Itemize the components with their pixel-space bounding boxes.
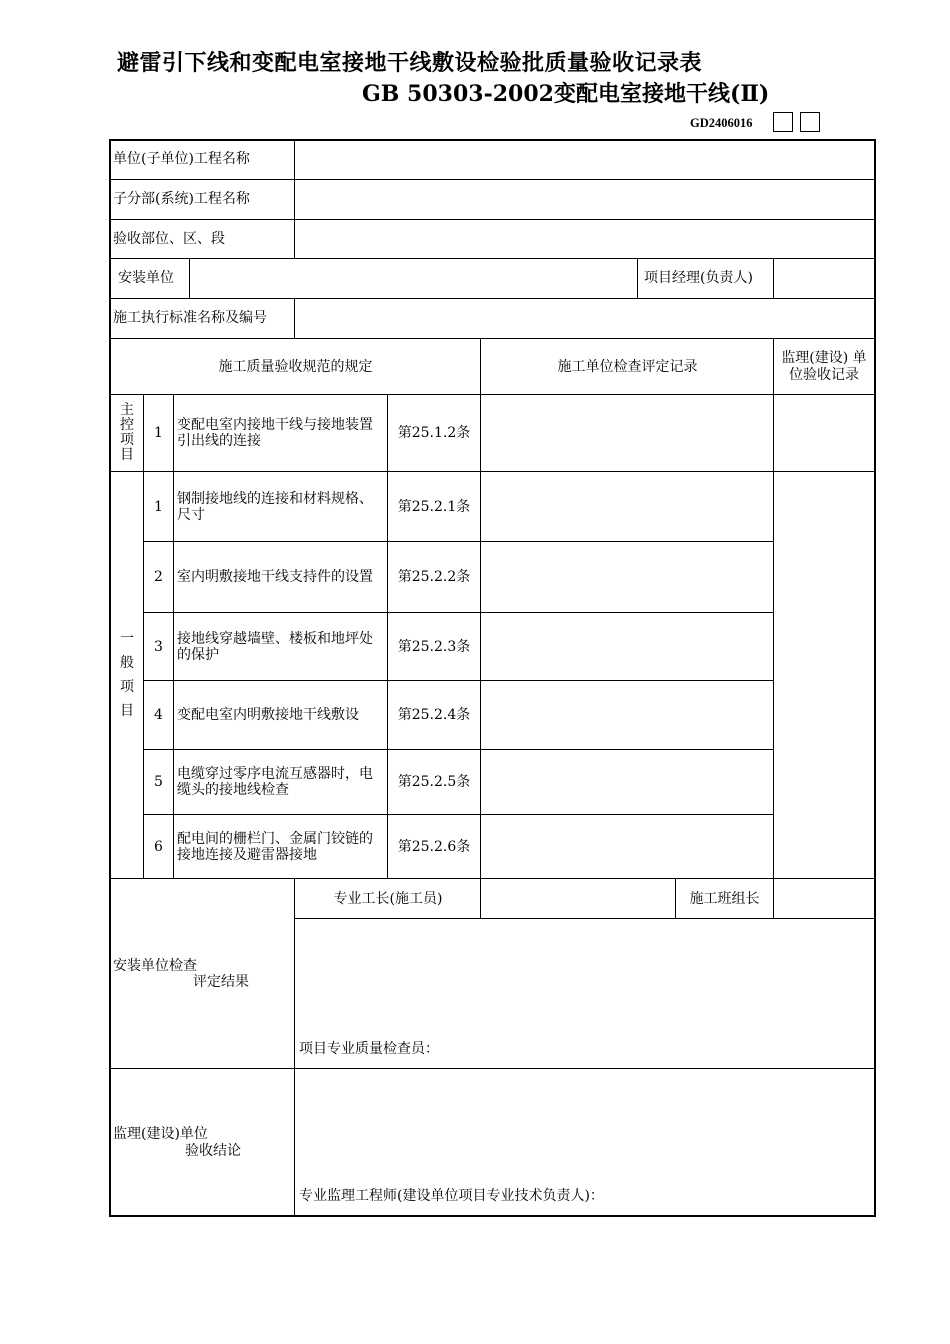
spec-column-header: 施工质量验收规范的规定: [218, 358, 373, 375]
inspection-part-field[interactable]: [296, 221, 873, 257]
team-leader-field[interactable]: [775, 880, 873, 918]
general-item-desc: 钢制接地线的连接和材料规格、尺寸: [177, 491, 373, 523]
form-code: GD2406016: [690, 116, 753, 130]
general-item-no: 5: [154, 774, 163, 790]
standard-label: 施工执行标准名称及编号: [113, 310, 267, 326]
install-unit-field[interactable]: [191, 260, 636, 297]
main-control-label: 主控项目: [120, 402, 134, 463]
supervision-conclusion-label-2: 验收结论: [185, 1143, 241, 1159]
general-item-desc: 室内明敷接地干线支持件的设置: [177, 569, 373, 585]
main-item-no: 1: [154, 425, 163, 441]
install-check-result-field[interactable]: [296, 920, 873, 1036]
general-item-record[interactable]: [482, 750, 772, 814]
project-manager-field[interactable]: [775, 260, 873, 297]
general-item-clause: 第25.2.2条: [397, 569, 471, 585]
quality-inspector-label: 项目专业质量检查员：: [299, 1041, 439, 1057]
general-item-record[interactable]: [482, 473, 772, 541]
general-item-desc: 配电间的栅栏门、金属门铰链的接地连接及避雷器接地: [177, 830, 373, 863]
general-item-desc: 变配电室内明敷接地干线敷设: [177, 707, 359, 723]
general-supervision-field[interactable]: [775, 473, 873, 878]
general-item-record[interactable]: [482, 815, 772, 878]
unit-project-label: 单位(子单位)工程名称: [113, 151, 250, 167]
general-item-no: 1: [154, 499, 163, 515]
foreman-label: 专业工长(施工员): [333, 891, 443, 907]
unit-project-field[interactable]: [296, 141, 873, 178]
general-item-clause: 第25.2.6条: [397, 838, 471, 855]
inspection-part-label: 验收部位、区、段: [113, 231, 225, 247]
general-label: 一般项目: [120, 631, 134, 719]
main-item-clause: 第25.1.2条: [397, 425, 471, 441]
team-leader-label: 施工班组长: [689, 891, 760, 907]
foreman-field[interactable]: [482, 880, 674, 918]
general-item-record[interactable]: [482, 613, 772, 680]
general-item-record[interactable]: [482, 542, 772, 612]
form-subtitle: GB 50303-2002变配电室接地干线(Ⅱ): [362, 81, 770, 107]
main-item-record[interactable]: [482, 396, 772, 470]
form-title: 避雷引下线和变配电室接地干线敷设检验批质量验收记录表: [117, 51, 703, 76]
general-item-no: 3: [154, 638, 163, 655]
construction-record-header: 施工单位检查评定记录: [557, 358, 698, 375]
standard-field[interactable]: [296, 300, 873, 337]
supervision-conclusion-label: 监理(建设)单位: [113, 1126, 208, 1142]
general-item-no: 4: [154, 707, 163, 723]
supervision-engineer-label: 专业监理工程师(建设单位项目专业技术负责人)：: [299, 1188, 604, 1204]
general-item-clause: 第25.2.1条: [397, 499, 471, 515]
general-item-no: 2: [154, 569, 163, 585]
install-unit-label: 安装单位: [118, 270, 174, 286]
supervision-record-header: 监理(建设) 单位验收记录: [781, 349, 867, 383]
main-item-desc: 变配电室内接地干线与接地装置引出线的连接: [177, 417, 373, 449]
sub-project-field[interactable]: [296, 181, 873, 218]
sub-project-label: 子分部(系统)工程名称: [113, 191, 250, 207]
supervision-conclusion-field[interactable]: [296, 1070, 873, 1180]
general-item-clause: 第25.2.4条: [397, 707, 471, 723]
install-check-label-2: 评定结果: [193, 974, 249, 990]
main-item-supervision[interactable]: [775, 396, 873, 470]
general-item-record[interactable]: [482, 681, 772, 749]
general-item-clause: 第25.2.3条: [397, 638, 471, 655]
general-item-desc: 接地线穿越墙壁、楼板和地坪处的保护: [177, 630, 373, 663]
general-item-desc: 电缆穿过零序电流互感器时，电缆头的接地线检查: [177, 766, 373, 798]
install-check-label: 安装单位检查: [113, 958, 197, 974]
general-item-clause: 第25.2.5条: [397, 774, 471, 790]
general-item-no: 6: [154, 838, 163, 855]
project-manager-label: 项目经理(负责人): [644, 270, 753, 286]
